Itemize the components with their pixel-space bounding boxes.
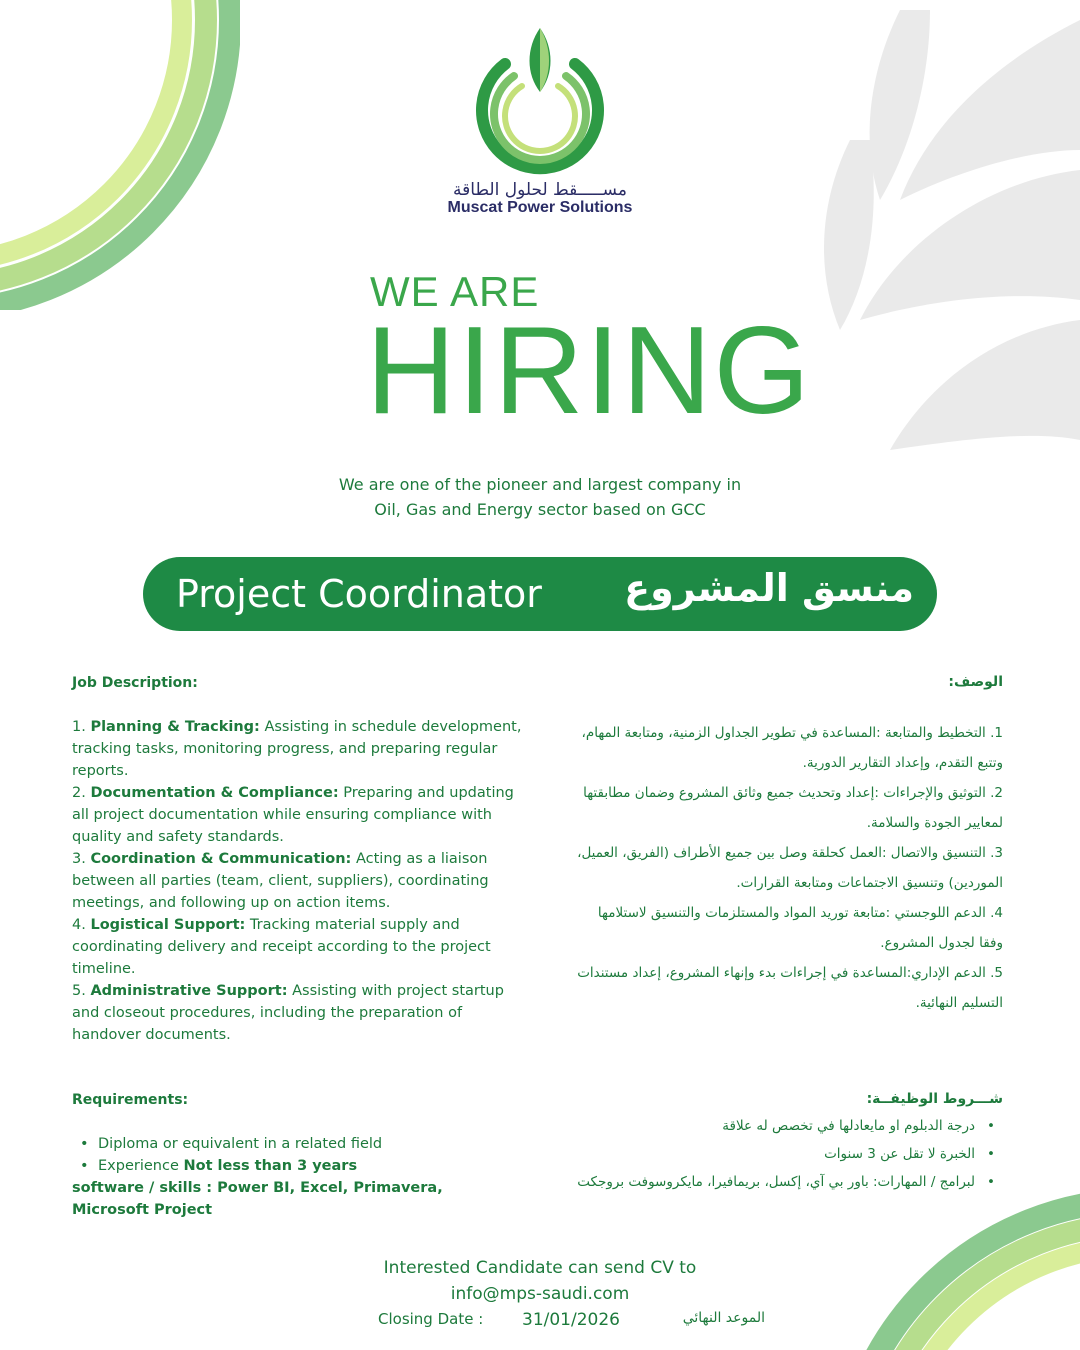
headline-hiring: HIRING: [366, 302, 812, 440]
description-item-arabic: 1. التخطيط والمتابعة :المساعدة في تطوير الجداول الزمنية، ومتابعة المهام، وتتبع التقدم، وإعداد التقارير الدورية.: [581, 725, 1003, 771]
contact-email[interactable]: info@mps-saudi.com: [450, 1284, 630, 1304]
requirement-item-arabic: • لبرامج / المهارات: باور بي آي، إكسل، بريمافيرا، مايكروسوفت بروجكت: [575, 1168, 1003, 1196]
job-title-arabic: منسق المشروع: [624, 566, 914, 610]
footer-cta: Interested Candidate can send CV to: [383, 1258, 697, 1278]
power-leaf-icon: [440, 22, 640, 182]
requirement-item-arabic: • الخبرة لا تقل عن 3 سنوات: [575, 1140, 1003, 1168]
intro-line-1: We are one of the pioneer and largest company in: [338, 475, 742, 494]
description-item: 1. Planning & Tracking: Assisting in schedule development, tracking tasks, monitoring progress, and preparing regular reports.: [72, 719, 522, 779]
requirement-item: • Diploma or equivalent in a related field: [72, 1133, 512, 1155]
requirements-arabic: [575, 1086, 1003, 1196]
requirement-item-arabic: • درجة الدبلوم او مايعادلها في تخصص له علاقة: [575, 1112, 1003, 1140]
job-title-english: Project Coordinator: [176, 572, 542, 616]
headline-we-are: WE ARE: [370, 268, 540, 315]
intro-line-2: Oil, Gas and Energy sector based on GCC: [374, 500, 706, 519]
closing-date-value: 31/01/2026: [522, 1310, 620, 1330]
job-description-english: [72, 672, 532, 1046]
closing-date-label-arabic: الموعد النهائي: [682, 1310, 765, 1326]
description-item: 4. Logistical Support: Tracking material supply and coordinating delivery and receipt according to the project timeline.: [72, 917, 491, 977]
logo-english-name: Muscat Power Solutions: [447, 199, 633, 216]
job-description-heading-arabic: الوصف:: [948, 674, 1003, 690]
description-item-arabic: 5. الدعم الإداري:المساعدة في إجراءات بدء وإنهاء المشروع، إعداد مستندات التسليم النهائية.: [577, 965, 1003, 1011]
requirements-heading-arabic: شـــروط الوظيفــة:: [866, 1091, 1003, 1107]
logo-arabic-name: مســـــقط لحلول الطاقة: [453, 180, 627, 200]
requirement-item: • Experience Not less than 3 years: [72, 1155, 512, 1177]
description-item-arabic: 2. التوثيق والإجراءات :إعداد وتحديث جميع وثائق المشروع وضمان مطابقتها لمعايير الجودة والسلامة.: [583, 785, 1003, 831]
requirement-software: software / skills : Power BI, Excel, Primavera, Microsoft Project: [72, 1180, 443, 1218]
description-item: 3. Coordination & Communication: Acting as a liaison between all parties (team, client, suppliers), coordinating meetings, and following up on action items.: [72, 851, 489, 911]
requirements-heading: Requirements:: [72, 1092, 189, 1108]
job-description-arabic: [575, 674, 1003, 1018]
corner-arc-decoration-top-left: [0, 0, 240, 310]
closing-date-label: Closing Date :: [378, 1310, 484, 1328]
description-item-arabic: 4. الدعم اللوجستي :متابعة توريد المواد والمستلزمات والتنسيق لاستلامها وفقا لجدول المشروع.: [597, 905, 1003, 951]
description-item: 2. Documentation & Compliance: Preparing and updating all project documentation while ensuring compliance with quality and safety standards.: [72, 785, 514, 845]
job-description-heading: Job Description:: [72, 675, 198, 691]
requirements-english: [72, 1089, 512, 1221]
description-item: 5. Administrative Support: Assisting with project startup and closeout procedures, including the preparation of handover documents.: [72, 983, 504, 1043]
description-item-arabic: 3. التنسيق والاتصال :العمل كحلقة وصل بين جميع الأطراف (الفريق، العميل، الموردين) وتنسيق الاجتماعات ومتابعة القرارات.: [577, 845, 1003, 891]
company-intro: [240, 472, 840, 522]
